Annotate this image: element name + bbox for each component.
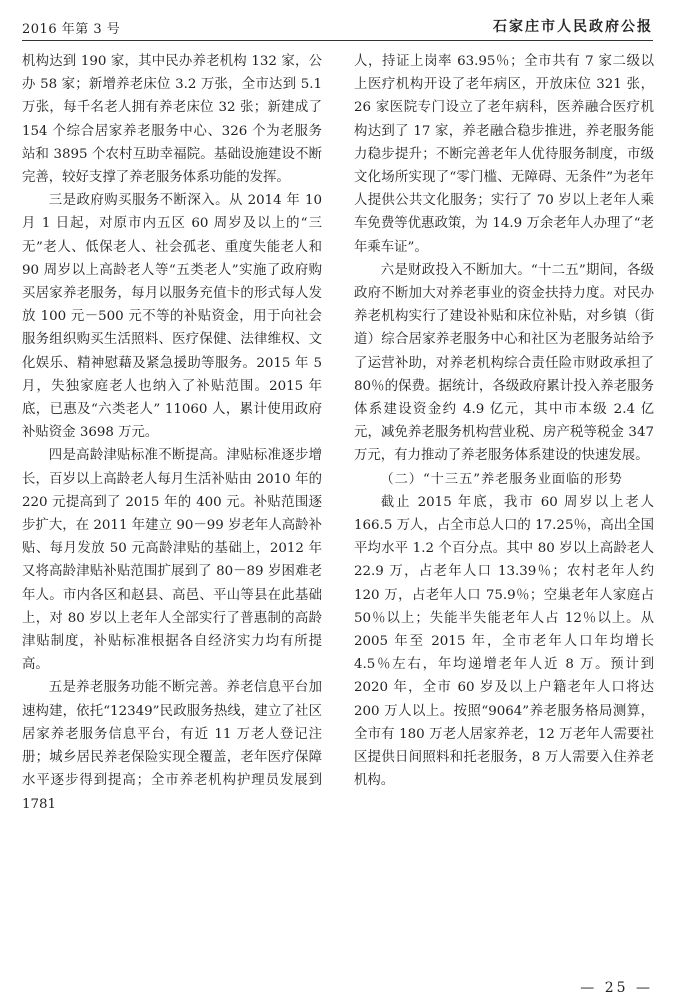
paragraph-continued-right: 人，持证上岗率 63.95％；全市共有 7 家二级以上医疗机构开设了老年病区，开放床位 321 张，26 家医院专门设立了老年病科，医养融合医疗机构达到了 17 家，养老融合稳步推进，养老服务能力稳步提升；不断完善老年人优待服务制度，市级文化场所实现了“零门槛、无障碍、无条件”为老年人提供公共文化服务；实行了 70 岁以上老年人乘车免费等优惠政策，为 14.9 万余老年人办理了“老年乘车证”。 [354, 54, 654, 255]
paragraph-continued: 机构达到 190 家，其中民办养老机构 132 家，公办 58 家；新增养老床位 3.2 万张，全市达到 5.1 万张，每千名老人拥有养老床位 32 张；新建成了 154 个综合居家养老服务中心、326 个为老服务站和 3895 个农村互助幸福院。基础设施建设不断完善，较好支撑了养老服务体系功能的发挥。 [22, 54, 322, 186]
paragraph-elderly-allowance: 四是高龄津贴标准不断提高。津贴标准逐步增长，百岁以上高龄老人每月生活补贴由 2010 年的 220 元提高到了 2015 年的 400 元。补贴范围逐步扩大，在 2011 年建立 90－99 岁老年人高龄补贴、每月发放 50 元高龄津贴的基础上，2012 年又将高龄津贴补贴范围扩展到了 80－89 岁困难老年人。市内各区和赵县、高邑、平山等县在此基础上，对 80 岁以上老年人全部实行了普惠制的高龄津贴制度，补贴标准根据各自经济实力均有所提高。 [22, 448, 322, 673]
paragraph-government-purchase: 三是政府购买服务不断深入。从 2014 年 10 月 1 日起，对原市内五区 60 周岁及以上的“三无”老人、低保老人、社会孤老、重度失能老人和 90 周岁以上高龄老人等“五类老人”实施了政府购买居家养老服务，每月以服务充值卡的形式每人发放 100 元－500 元不等的补贴资金，用于向社会服务组织购买生活照料、医疗保健、法律维权、文化娱乐、精神慰藉及紧急援助等服务。2015 年 5 月，失独家庭老人也纳入了补贴范围。2015 年底，已惠及“六类老人” 11060 人，累计使用政府补贴资金 3698 万元。 [22, 193, 322, 441]
publication-title: 石家庄市人民政府公报 [493, 19, 653, 35]
left-column [22, 50, 322, 816]
paragraph-situation: 截止 2015 年底，我市 60 周岁以上老人 166.5 万人，占全市总人口的 17.25％，高出全国平均水平 1.2 个百分点。其中 80 岁以上高龄老人 22.9 万，占老年人口 13.39％；农村老年人约 120 万，占老年人口 75.9％；空巢老年人家庭占 50％以上；失能半失能老年人占 12％以上。从 2005 年至 2015 年，全市老年人口年均增长 4.5％左右，年均递增老年人近 8 万。预计到 2020 年，全市 60 岁及以上户籍老年人口将达 200 万人以上。按照“9064”养老服务格局测算，全市有 180 万老人居家养老，12 万老年人需要社区提供日间照料和托老服务，8 万人需要入住养老机构。 [354, 494, 654, 789]
paragraph-financial-input: 六是财政投入不断加大。“十二五”期间，各级政府不断加大对养老事业的资金扶持力度。对民办养老机构实行了建设补贴和床位补贴，对乡镇（街道）综合居家养老服务中心和社区为老服务站给予了运营补助，对养老机构综合责任险市财政承担了 80％的保费。据统计，各级政府累计投入养老服务体系建设资金约 4.9 亿元，其中市本级 2.4 亿元，减免养老服务机构营业税、房产税等税金 347 万元，有力推动了养老服务体系建设的快速发展。 [354, 262, 654, 464]
issue-label: 2016 年第 3 号 [22, 22, 121, 37]
paragraph-service-function: 五是养老服务功能不断完善。养老信息平台加速构建，依托“12349”民政服务热线，建立了社区居家养老服务信息平台，有近 11 万老人登记注册；城乡居民养老保险实现全覆盖，老年医疗保障水平逐步得到提高；全市养老机构护理员发展到 1781 [22, 680, 322, 812]
page-number: — 25 — [580, 980, 653, 996]
section-title: （二）“十三五”养老服务业面临的形势 [380, 471, 623, 487]
page-header [22, 12, 653, 41]
right-column [354, 50, 654, 793]
